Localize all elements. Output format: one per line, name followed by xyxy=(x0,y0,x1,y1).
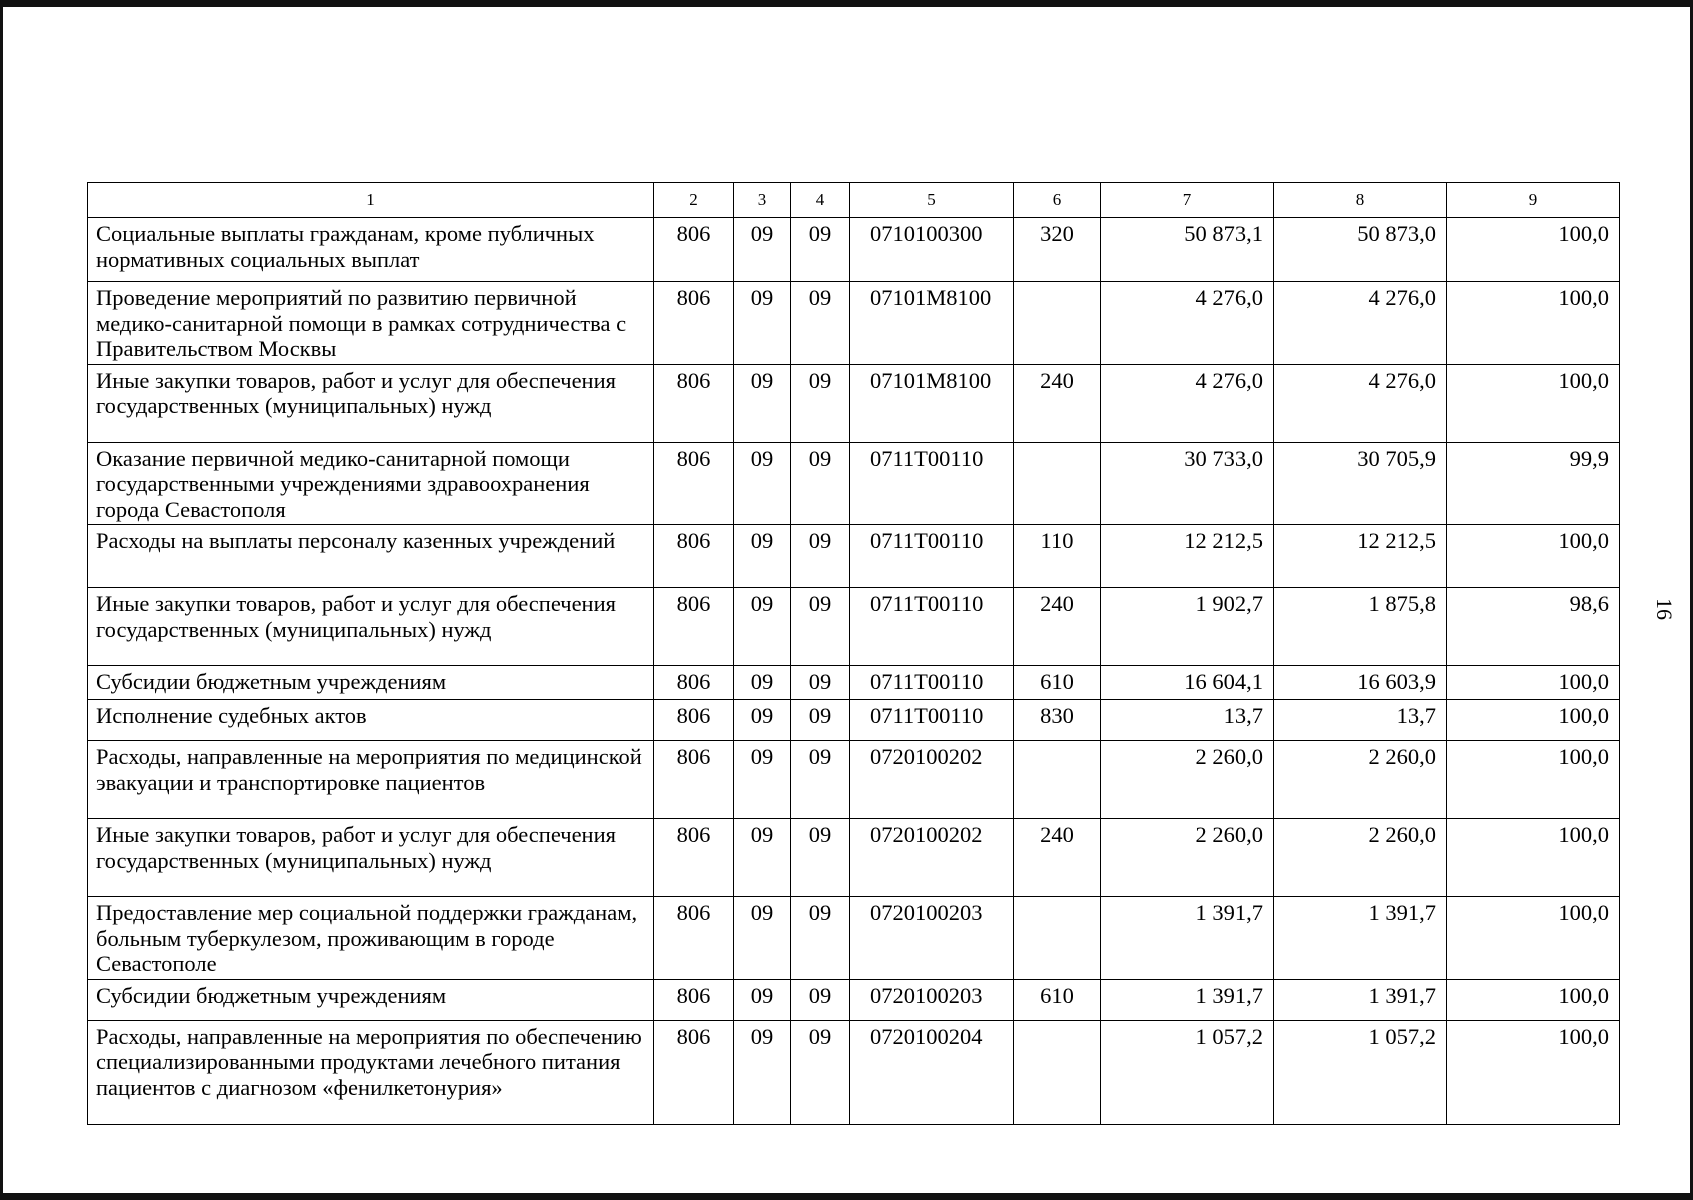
table-row xyxy=(88,588,1620,666)
row-col-8: 12 212,5 xyxy=(1274,525,1447,588)
row-col-9: 100,0 xyxy=(1447,666,1620,700)
row-col-7: 50 873,1 xyxy=(1101,218,1274,282)
row-col-6 xyxy=(1014,897,1101,980)
row-col-9: 98,6 xyxy=(1447,588,1620,666)
row-col-3: 09 xyxy=(734,819,791,897)
row-col-6 xyxy=(1014,1020,1101,1124)
row-col-6: 240 xyxy=(1014,364,1101,442)
row-col-8: 16 603,9 xyxy=(1274,666,1447,700)
budget-table xyxy=(87,182,1620,1125)
row-col-7: 4 276,0 xyxy=(1101,282,1274,365)
row-col-3: 09 xyxy=(734,218,791,282)
table-row xyxy=(88,442,1620,525)
header-col-8: 8 xyxy=(1274,183,1447,218)
row-col-7: 2 260,0 xyxy=(1101,741,1274,819)
row-col-3: 09 xyxy=(734,741,791,819)
row-col-9: 100,0 xyxy=(1447,700,1620,741)
row-col-2: 806 xyxy=(654,588,734,666)
row-col-2: 806 xyxy=(654,819,734,897)
row-col-8: 1 391,7 xyxy=(1274,979,1447,1020)
row-col-4: 09 xyxy=(791,819,850,897)
row-col-3: 09 xyxy=(734,666,791,700)
row-col-4: 09 xyxy=(791,666,850,700)
row-name: Субсидии бюджетным учреждениям xyxy=(88,979,654,1020)
row-col-7: 1 902,7 xyxy=(1101,588,1274,666)
header-col-9: 9 xyxy=(1447,183,1620,218)
row-col-6: 240 xyxy=(1014,588,1101,666)
header-col-1: 1 xyxy=(88,183,654,218)
row-col-6: 320 xyxy=(1014,218,1101,282)
row-col-8: 1 875,8 xyxy=(1274,588,1447,666)
row-name: Исполнение судебных актов xyxy=(88,700,654,741)
row-col-3: 09 xyxy=(734,442,791,525)
scan-border-bottom xyxy=(0,1193,1693,1200)
row-col-6: 110 xyxy=(1014,525,1101,588)
row-col-9: 100,0 xyxy=(1447,364,1620,442)
row-col-5: 0711T00110 xyxy=(850,666,1014,700)
row-col-4: 09 xyxy=(791,218,850,282)
table-row xyxy=(88,741,1620,819)
row-col-5: 0711T00110 xyxy=(850,700,1014,741)
row-col-9: 100,0 xyxy=(1447,741,1620,819)
row-col-8: 4 276,0 xyxy=(1274,282,1447,365)
row-col-6: 830 xyxy=(1014,700,1101,741)
scan-border-left xyxy=(0,0,3,1200)
row-col-9: 99,9 xyxy=(1447,442,1620,525)
row-name: Иные закупки товаров, работ и услуг для обеспечения государственных (муниципальных) нужд xyxy=(88,819,654,897)
row-col-2: 806 xyxy=(654,979,734,1020)
row-col-9: 100,0 xyxy=(1447,979,1620,1020)
row-col-8: 1 057,2 xyxy=(1274,1020,1447,1124)
row-col-3: 09 xyxy=(734,282,791,365)
row-col-3: 09 xyxy=(734,897,791,980)
table-row xyxy=(88,525,1620,588)
row-col-9: 100,0 xyxy=(1447,1020,1620,1124)
header-col-4: 4 xyxy=(791,183,850,218)
row-col-2: 806 xyxy=(654,442,734,525)
table-row xyxy=(88,1020,1620,1124)
row-col-7: 1 391,7 xyxy=(1101,897,1274,980)
row-col-8: 1 391,7 xyxy=(1274,897,1447,980)
row-col-6 xyxy=(1014,741,1101,819)
row-col-4: 09 xyxy=(791,282,850,365)
row-col-6: 610 xyxy=(1014,979,1101,1020)
row-col-8: 4 276,0 xyxy=(1274,364,1447,442)
row-col-3: 09 xyxy=(734,588,791,666)
row-col-4: 09 xyxy=(791,741,850,819)
header-col-3: 3 xyxy=(734,183,791,218)
row-col-2: 806 xyxy=(654,897,734,980)
table-row xyxy=(88,218,1620,282)
row-col-7: 1 391,7 xyxy=(1101,979,1274,1020)
row-name: Иные закупки товаров, работ и услуг для обеспечения государственных (муниципальных) нужд xyxy=(88,364,654,442)
row-name: Социальные выплаты гражданам, кроме публичных нормативных социальных выплат xyxy=(88,218,654,282)
row-col-5: 07101M8100 xyxy=(850,364,1014,442)
header-col-6: 6 xyxy=(1014,183,1101,218)
row-name: Расходы, направленные на мероприятия по обеспечению специализированными продуктами лечебного питания пациентов с диагнозом «фенилкетонурия» xyxy=(88,1020,654,1124)
row-col-7: 1 057,2 xyxy=(1101,1020,1274,1124)
table-row xyxy=(88,364,1620,442)
table-row xyxy=(88,666,1620,700)
row-col-5: 0720100203 xyxy=(850,897,1014,980)
row-col-5: 0711T00110 xyxy=(850,442,1014,525)
row-col-3: 09 xyxy=(734,979,791,1020)
row-col-3: 09 xyxy=(734,1020,791,1124)
row-name: Предоставление мер социальной поддержки гражданам, больным туберкулезом, проживающим в городе Севастополе xyxy=(88,897,654,980)
row-col-7: 2 260,0 xyxy=(1101,819,1274,897)
header-col-2: 2 xyxy=(654,183,734,218)
row-name: Расходы, направленные на мероприятия по медицинской эвакуации и транспортировке пациентов xyxy=(88,741,654,819)
row-col-8: 30 705,9 xyxy=(1274,442,1447,525)
row-col-5: 07101M8100 xyxy=(850,282,1014,365)
row-col-8: 2 260,0 xyxy=(1274,741,1447,819)
row-col-2: 806 xyxy=(654,666,734,700)
row-col-4: 09 xyxy=(791,588,850,666)
row-col-2: 806 xyxy=(654,282,734,365)
row-col-4: 09 xyxy=(791,442,850,525)
row-col-7: 4 276,0 xyxy=(1101,364,1274,442)
row-col-5: 0720100204 xyxy=(850,1020,1014,1124)
row-col-8: 2 260,0 xyxy=(1274,819,1447,897)
row-col-3: 09 xyxy=(734,700,791,741)
row-col-2: 806 xyxy=(654,1020,734,1124)
row-col-2: 806 xyxy=(654,700,734,741)
header-col-7: 7 xyxy=(1101,183,1274,218)
budget-table-container xyxy=(87,182,1620,1125)
row-col-7: 30 733,0 xyxy=(1101,442,1274,525)
row-col-2: 806 xyxy=(654,741,734,819)
row-col-6: 610 xyxy=(1014,666,1101,700)
row-col-6: 240 xyxy=(1014,819,1101,897)
row-col-9: 100,0 xyxy=(1447,819,1620,897)
row-col-9: 100,0 xyxy=(1447,525,1620,588)
row-name: Иные закупки товаров, работ и услуг для обеспечения государственных (муниципальных) нужд xyxy=(88,588,654,666)
header-row xyxy=(88,183,1620,218)
table-row xyxy=(88,700,1620,741)
row-col-2: 806 xyxy=(654,525,734,588)
row-col-5: 0711T00110 xyxy=(850,525,1014,588)
row-col-4: 09 xyxy=(791,525,850,588)
table-row xyxy=(88,282,1620,365)
row-name: Субсидии бюджетным учреждениям xyxy=(88,666,654,700)
row-col-4: 09 xyxy=(791,700,850,741)
row-col-9: 100,0 xyxy=(1447,897,1620,980)
row-col-2: 806 xyxy=(654,218,734,282)
row-col-5: 0711T00110 xyxy=(850,588,1014,666)
table-row xyxy=(88,897,1620,980)
row-col-8: 50 873,0 xyxy=(1274,218,1447,282)
row-col-6 xyxy=(1014,442,1101,525)
scan-border-top xyxy=(0,0,1693,7)
row-col-7: 16 604,1 xyxy=(1101,666,1274,700)
row-col-4: 09 xyxy=(791,364,850,442)
row-col-7: 13,7 xyxy=(1101,700,1274,741)
row-col-4: 09 xyxy=(791,979,850,1020)
row-col-5: 0720100202 xyxy=(850,819,1014,897)
row-col-7: 12 212,5 xyxy=(1101,525,1274,588)
header-col-5: 5 xyxy=(850,183,1014,218)
row-col-5: 0720100203 xyxy=(850,979,1014,1020)
row-col-4: 09 xyxy=(791,897,850,980)
table-row xyxy=(88,979,1620,1020)
row-col-4: 09 xyxy=(791,1020,850,1124)
row-col-9: 100,0 xyxy=(1447,282,1620,365)
page-number: 16 xyxy=(1652,598,1677,620)
table-row xyxy=(88,819,1620,897)
row-col-6 xyxy=(1014,282,1101,365)
row-col-3: 09 xyxy=(734,525,791,588)
row-col-5: 0710100300 xyxy=(850,218,1014,282)
row-col-5: 0720100202 xyxy=(850,741,1014,819)
row-col-9: 100,0 xyxy=(1447,218,1620,282)
row-name: Проведение мероприятий по развитию первичной медико-санитарной помощи в рамках сотрудничества с Правительством Москвы xyxy=(88,282,654,365)
row-col-2: 806 xyxy=(654,364,734,442)
row-col-8: 13,7 xyxy=(1274,700,1447,741)
row-name: Оказание первичной медико-санитарной помощи государственными учреждениями здравоохранения города Севастополя xyxy=(88,442,654,525)
row-name: Расходы на выплаты персоналу казенных учреждений xyxy=(88,525,654,588)
row-col-3: 09 xyxy=(734,364,791,442)
